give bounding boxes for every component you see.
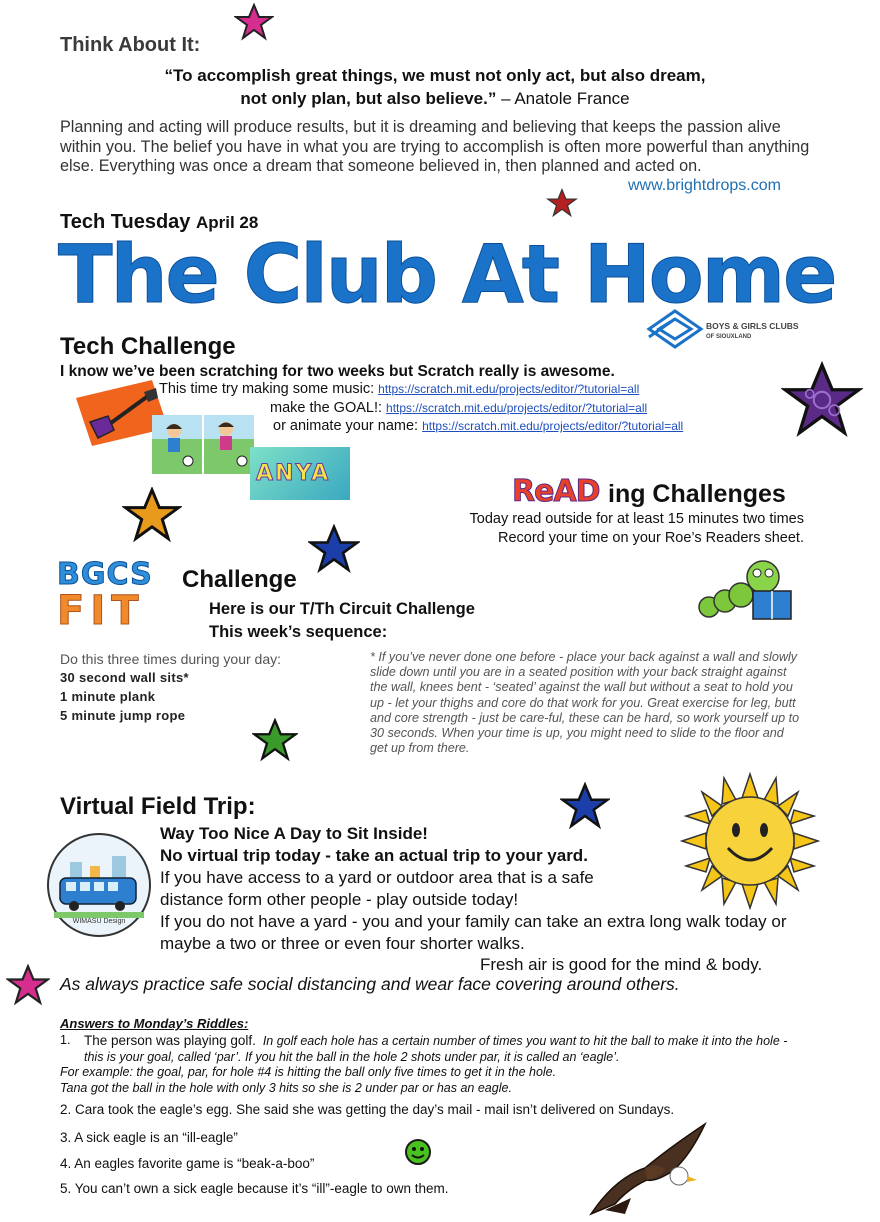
website-link[interactable]: www.brightdrops.com bbox=[628, 177, 781, 194]
quote-line-1: “To accomplish great things, we must not only act, but also dream, bbox=[164, 66, 706, 85]
tech-line-music bbox=[159, 381, 639, 397]
fit-item: 1 minute plank bbox=[60, 689, 156, 704]
red-star-icon bbox=[546, 188, 578, 218]
answer-5: 5. You can’t own a sick eagle because it’s “ill”-eagle to own them. bbox=[60, 1181, 449, 1196]
wall-sit-note: * If you’ve never done one before - place your back against a wall and slowly slide down until you are in a seated position with your back straight against the wall, knees bent - ‘seated’ against the wall but without a seat to hold you up - let your thighs and core do that work for you. Great exercise for leg, butt and core strength - just be care-ful, these can be hard, so work yourself up to 30 seconds. When your time is up, you might need to slide to the floor and get up from there. bbox=[370, 650, 800, 756]
circuit-line-2: This week’s sequence: bbox=[209, 623, 388, 641]
answer-1-example-2: Tana got the ball in the hole with only 3 hits so she is 2 under par or has an eagle. bbox=[60, 1080, 512, 1095]
soccer-kids-image bbox=[152, 415, 254, 474]
bus-badge-text: WIMASU Design bbox=[72, 918, 126, 925]
pink-star-icon bbox=[234, 3, 274, 41]
virtual-field-trip-heading: Virtual Field Trip: bbox=[60, 793, 256, 820]
quote-line-2: not only plan, but also believe.” bbox=[240, 89, 497, 108]
vft-bold-1: Way Too Nice A Day to Sit Inside! bbox=[160, 824, 428, 843]
bgc-logo-icon bbox=[645, 309, 705, 351]
vft-paragraph-1: If you have access to a yard or outdoor area that is a safe distance form other people - play outside today! bbox=[160, 868, 594, 909]
answer-4: 4. An eagles favorite game is “beak-a-boo” bbox=[60, 1156, 315, 1171]
reading-logo: ReAD bbox=[512, 474, 600, 509]
tech-line-goal-text: make the GOAL!: bbox=[270, 400, 383, 416]
vft-paragraph-2: If you do not have a yard - you and your family can take an extra long walk today or maybe a two or three or even four shorter walks. bbox=[160, 912, 787, 953]
vft-bold-2: No virtual trip today - take an actual trip to your yard. bbox=[160, 846, 588, 865]
animated-name-text: ANYA bbox=[256, 461, 331, 486]
bgc-logo-text-2: OF SIOUXLAND bbox=[706, 334, 752, 340]
fit-logo-text: FIT bbox=[57, 588, 145, 634]
think-body: Planning and acting will produce results, but it is dreaming and believing that keeps the passion alive within you. The belief you have in what you are trying to accomplish is often more powerful than anything else. Everything was once a dream that someone believed in, then planned and acted on. bbox=[60, 118, 810, 175]
bgc-logo-text-1: BOYS & GIRLS CLUBS bbox=[706, 321, 799, 331]
tech-tuesday-text: Tech Tuesday bbox=[60, 211, 191, 233]
music-link[interactable]: https://scratch.mit.edu/projects/editor/?tutorial=all bbox=[378, 382, 640, 396]
answer-1-example-1: For example: the goal, par, for hole #4 is hitting the ball only five times to get it in the hole. bbox=[60, 1065, 557, 1079]
date-text: April 28 bbox=[195, 213, 259, 232]
pink-star-icon-2 bbox=[6, 964, 50, 1006]
reading-line-2: Record your time on your Roe’s Readers sheet. bbox=[498, 530, 804, 546]
reading-caterpillar-icon bbox=[697, 555, 799, 625]
goal-link[interactable]: https://scratch.mit.edu/projects/editor/?tutorial=all bbox=[386, 401, 648, 415]
think-about-it-title: Think About It: bbox=[60, 34, 201, 56]
orange-star-icon bbox=[122, 487, 182, 543]
answer-3: 3. A sick eagle is an “ill-eagle” bbox=[60, 1130, 238, 1145]
tech-line-music-text: This time try making some music: bbox=[159, 381, 375, 397]
tech-intro: I know we’ve been scratching for two weeks but Scratch really is awesome. bbox=[60, 363, 615, 380]
reading-line-1: Today read outside for at least 15 minutes two times bbox=[469, 511, 804, 527]
tech-line-animate-text: or animate your name: bbox=[273, 418, 419, 434]
reading-heading: ing Challenges bbox=[608, 480, 786, 508]
fit-item: 5 minute jump rope bbox=[60, 708, 186, 723]
bgc-logo-text bbox=[706, 322, 799, 342]
safe-distancing-text: As always practice safe social distancing and wear face covering around others. bbox=[60, 974, 680, 994]
tech-line-animate bbox=[273, 418, 683, 434]
fresh-air-text: Fresh air is good for the mind & body. bbox=[480, 955, 763, 974]
smiling-sun-icon bbox=[680, 772, 820, 910]
bgcs-logo-text: BGCS bbox=[57, 557, 153, 592]
answer-2: 2. Cara took the eagle’s egg. She said she was getting the day’s mail - mail isn’t delivered on Sundays. bbox=[60, 1102, 675, 1117]
main-title: The Club At Home bbox=[58, 228, 836, 321]
fit-challenge-heading: Challenge bbox=[182, 566, 297, 593]
animate-link[interactable]: https://scratch.mit.edu/projects/editor/?tutorial=all bbox=[422, 419, 684, 433]
quote-author: – Anatole France bbox=[496, 89, 630, 108]
green-smiley-icon bbox=[404, 1138, 432, 1166]
answer-1-lead: The person was playing golf. bbox=[84, 1033, 256, 1048]
answer-1-number: 1. bbox=[60, 1033, 71, 1047]
fit-list bbox=[60, 650, 281, 725]
bus-badge-image bbox=[46, 832, 152, 938]
answers-title: Answers to Monday’s Riddles: bbox=[60, 1016, 249, 1031]
eagle-icon bbox=[585, 1118, 715, 1218]
circuit-text bbox=[209, 598, 475, 644]
reading-body bbox=[400, 510, 804, 548]
quote bbox=[60, 64, 810, 110]
circuit-line-1: Here is our T/Th Circuit Challenge bbox=[209, 600, 475, 618]
fit-item: 30 second wall sits* bbox=[60, 670, 189, 685]
tech-line-goal bbox=[270, 400, 647, 416]
animated-name-image bbox=[250, 447, 350, 500]
navy-star-icon bbox=[308, 524, 360, 574]
purple-star-icon bbox=[781, 360, 863, 440]
fit-intro: Do this three times during your day: bbox=[60, 651, 281, 667]
tech-challenge-heading: Tech Challenge bbox=[60, 333, 236, 360]
bgcs-fit-logo bbox=[57, 557, 177, 640]
answer-1-rest: In golf each hole has a certain number of times you want to hit the ball to make it into the hole - this is your goal, called ‘par’. If you hit the ball in the hole 2 shots under par, it is called an ‘eagle’. bbox=[84, 1034, 788, 1064]
answer-1 bbox=[60, 1033, 800, 1096]
